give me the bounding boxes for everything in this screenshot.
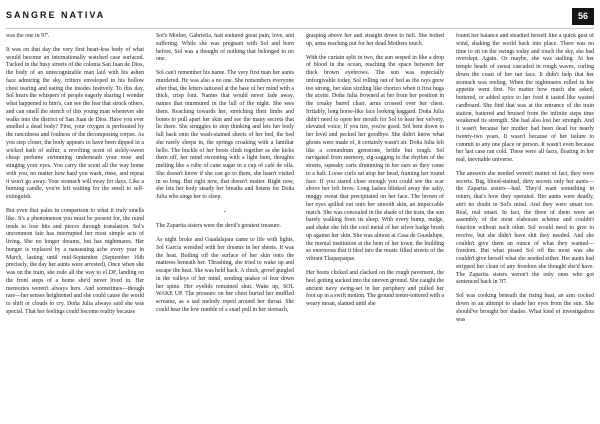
paragraph: Sol's Mother, Gabriella, had endured great pain, love, and suffering. While she was pregnant with Sol and born before, Sol was a thought of nothing that belonged to no one. (156, 33, 294, 63)
paragraph: With the curtain split in two, the sun seeped in like a drop of blood in the ocean, reaching the space between her thick brown eyebrows. The sun was especially unforgivable today, Sol rolling out of bed as the rays grew too strong, her skin sizzling like chorizo when it first hugs the aceite. Doña Julia frowned at her from her position in the creaky barrel chair, arms crossed over her chest. Irritably, long horse-like face looking haggard. Doña Julia didn't need to open her mouth for Sol to hear her velvety, elevated voice; If you tire, you're good. Sol bent down to her level and pecked her goodbye. She didn't know what ghosts were made of, it certainly wasn't air. Doña Julia felt like a conundrum gemstone, brittle but tough. Sol navigated from memory, zig-zagging to the rhythm of the streets, squeaky carts drumming in her ears as they came to a halt. Loose curls sat atop her head, framing her round face. If you stared close enough you could see the scar above her left brow. Long lashes blinked away the salty, muggy sweat that precipitated on her face. The brown of her eyes spilled out onto her smooth skin, an impeccable match. She was concealed in the shade of the train, the sun barely walking from its sleep. With every bump, nudge, and shake she felt the cool metal of her silver badge brush up against her skin. She was almost at Casa de Guadalupe, the mental institution at the hem of her town, the building so enormous that it bled into the music filled streets of the vibrant Tlaquepaque. (306, 54, 444, 263)
text-columns (6, 33, 594, 421)
paragraph: Sol was cooking beneath the rising heat, an arm cocked down in an attempt to shade her eyes from the sun. She should've brought her shades. What kind of investigadora was (456, 293, 594, 323)
paragraph: Sol can't remember his name. The very first man her aunts murdered. He was also a no one. She remembers everyone after that, the letters tattooed at the base of her mind with a thick, crisp font. Names that would never fade away, names that murmured in the lull of the night. She sees them. Reaching towards her, stretching their limbs and bones to pull apart her skin and see the many secrets that lie there. She struggles to stop thinking and lets her body fall back onto the wash-stained sheets of her bed, the bed she rarely sleeps in, the springs croaking with a familiar hello. The buckle of her boots clink together as she kicks them off, her mind swooning with a light hum, thoughts melting like a cube of cane sugar in a cup of café de olla. She doesn't know if she can go to them, she hasn't visited in so long. But right now, that doesn't matter. Right now, she lets her body steady her breaths and listens for Doña Julia who sings her to sleep. (156, 70, 294, 201)
header-divider (6, 28, 594, 29)
paragraph: Her boots clicked and clacked on the rough pavement, the heel getting sucked into the uneven ground. She caught the ancient navy swing-set in her periphery and pulled her foot up in a swift motion. The ground teeter-tottered with a weary moan, slanted until she (306, 270, 444, 308)
paragraph: The Zaparita sisters were the devil's greatest treasure. (156, 223, 282, 230)
paragraph: was the one in 97'. (6, 33, 50, 39)
column-2 (156, 33, 294, 421)
paragraph: But even that pales in comparison to what it truly smells like. It's a phenomenon you must be present for, the mind tends to lose bits and pieces through translation. Sol's uncommon fate has interrupted her most simple acts of living. She no longer dreams, but has nightmares. Her hunger is replaced by a nauseating ache every year in March, lasting until mid-September (September 16th precisely, the day her aunts were arrested). Once when she was on the train, she rode all the way to el DF, landing on the front steps of a home she'd never lived in. Her memories weren't always hers. And sometimes—though rare—her senses heightened and she could cause the world to shift or clouds to cry. Doña Julia always said she was special. That her feelings could become reality because (6, 208, 144, 315)
page-header (6, 4, 594, 30)
running-title: SANGRE NATIVA (6, 10, 106, 20)
paragraph: found her balance and steadied herself like a quick gust of wind, shaking the world back into place. There was no time to sit on the swings today and touch the sky, she had overslept. Again. Or maybe, she was stalling. At her temple beads of sweat cascaded in rough waves, curling down the coast of her tan face. It didn't help that her stomach was reeling. When the nightmares rolled in her appetite went first. No matter how much she asked, buttered, or added spice to her food it tasted like wasted cardboard. She find that was at the entrance of the train station, battered and bruised from the infinite steps time weakened its strength. She had also lost her strength. And it wasn't because her mother had been dead for nearly twenty-two years. It wasn't because of her failure to commit to any one place or person. It wasn't even because her last case ran cold. These were all facts, floating in her real, inevitable universe. (456, 33, 594, 163)
paragraph: The answers she needed weren't matter of fact, they were secrets. Big, blood-stained, dirty secrets only her aunts—the Zaparita sisters—had. They'd want something in return, that's how they operated. Her aunts were deadly, ain't no doubt in Sol's mind. And they were smart too. Real, real smart. In fact, the three of them were an assembly of the most elaborate scheme and couldn't function without each other. Sol would need to give to receive, but she didn't have shit they needed. And she couldn't give them an ounce of what they wanted—freedom. But what pissed Sol off the most was she couldn't give herself what she needed either. Her aunts had stripped her clean of any freedom she thought she'd have. The Zaparita sisters weren't the only ones who got sentenced back in '97. (456, 170, 594, 286)
section-separator: - (223, 207, 227, 216)
column-4 (456, 33, 594, 421)
column-3 (306, 33, 444, 421)
paragraph: It was on that day the very first heart-less body of what would become an internationally watched case surfaced. Tucked in the busy streets of the colonia San Juan de Dios, the body of an unrecognizable man laid with his ashen face admiring the sky, critters enveloped in his hollow chest tearing and eating the insides festively. To this day, Sol hears the whispers of people eagerly sharing I wonder what happened to him's, can see the fear that struck others, and can smell the stench of this young man whenever she walks into the district of San Juan de Dios. Have you ever smelled a dead body? First, your oxygen is perforated by the rancidness and foulness of the decomposing corpse. As you step closer, the body appears to have been dipped in a wicked bath of sulfur, a revolting scent of sickly-sweet cheap perfume swimming underneath your nose and stinging your eyes. You carry the scent all the way home with you, no matter how hard you wash, rinse, and repeat it won't go away. Your stomach will sway for days. Like a burning candle, you're left waiting for the smell to self-extinguish. (6, 46, 144, 201)
column-1 (6, 33, 144, 421)
paragraph: grasping above her and straight down to hell. She bolted up, arms reaching out for her dead Mothers touch. (306, 33, 444, 47)
page-number-badge: 56 (572, 8, 594, 25)
paragraph: As night broke and Guadalajara came to life with lights, Sol García wrestled with her dreams in her sheets. It was the heat. Boiling off the surface of her skin onto the mattress beneath her. Thrashing, she tried to wake up and escape the heat. She was held back. A chick, growl gurgled in the valleys of her mind, sending snakes of fear down her spine. Her eyelids remained shut. Wake up, SOL WAKE UP. The pressure on her chest buried her muffled screams, as a sad melody roped around her throat. She could hear the low rumble of a snarl pull in her stomach, (156, 237, 294, 313)
